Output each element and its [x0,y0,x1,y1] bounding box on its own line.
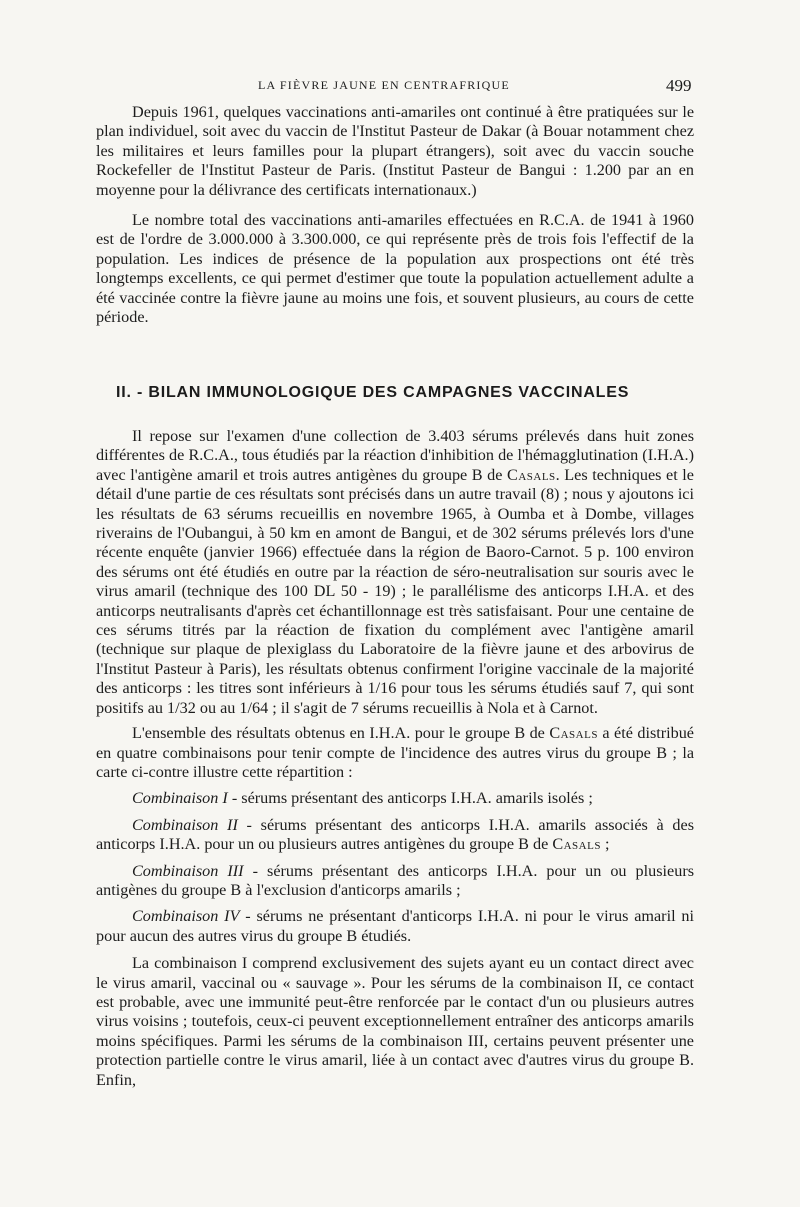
combination-3 [96,862,694,901]
page-number: 499 [666,76,692,95]
casals-name: Casals [507,465,556,484]
section-paragraph-1 [96,427,694,718]
paragraph-text: a été distribué en quatre combinaisons pour tenir compte de l'incidence des autres virus du groupe B ; la carte ci-contre illustre cette répartition : [96,724,694,781]
combination-label: Combinaison II [132,815,238,834]
combination-label: Combinaison III [132,861,244,880]
combination-2 [96,816,694,855]
combination-1 [96,789,694,808]
running-head: LA FIÈVRE JAUNE EN CENTRAFRIQUE [258,78,510,92]
combination-text: - sérums présentant des anticorps I.H.A. pour un ou plusieurs antigènes du groupe B à l'exclusion d'anticorps amarils ; [96,861,695,899]
casals-name: Casals [552,835,601,854]
intro-paragraph-1: Depuis 1961, quelques vaccinations anti-amariles ont continué à être pratiquées sur le plan individuel, soit avec du vaccin de l'Institut Pasteur de Dakar (à Bouar notamment chez les militaires et leurs familles pour la plupart étrangers), soit avec du vaccin souche Rockefeller de l'Institut Pasteur de Paris. (Institut Pasteur de Bangui : 1.200 par an en moyenne pour la délivrance des certificats internationaux.) [96,103,694,199]
intro-block [96,103,694,327]
section-paragraph-final: La combinaison I comprend exclusivement des sujets ayant eu un contact direct avec le virus amaril, vaccinal ou « sauvage ». Pour les sérums de la combinaison II, ce contact est probable, avec une immunité peut-être renforcée par le contact d'un ou plusieurs autres virus voisins ; toutefois, ceux-ci peuvent exceptionnellement entraîner des anticorps amarils moins spécifiques. Parmi les sérums de la combinaison III, certains peuvent présenter une protection partielle contre le virus amaril, liée à un contact avec d'autres virus du groupe B. Enfin, [96,954,694,1089]
section-body [96,427,694,1090]
combination-text: - sérums présentant des anticorps I.H.A. amarils isolés ; [227,789,593,808]
casals-name: Casals [549,724,598,743]
combination-label: Combinaison IV [132,907,240,926]
section-title: II. - BILAN IMMUNOLOGIQUE DES CAMPAGNES VACCINALES [116,384,630,401]
combination-label: Combinaison I [132,789,228,808]
combination-text: - sérums ne présentant d'anticorps I.H.A. ni pour le virus amaril ni pour aucun des autres virus du groupe B étudiés. [96,907,694,945]
paragraph-text: . Les techniques et le détail d'une partie de ces résultats sont précisés dans un autre travail (8) ; nous y ajoutons ici les résultats de 63 sérums recueillis en novembre 1965, à Oumba et à Dombe, villages riverains de l'Oubangui, à 50 km en amont de Bangui, et de 302 sérums prélevés lors d'une récente enquête (janvier 1966) effectuée dans la région de Baoro-Carnot. 5 p. 100 environ des sérums ont été étudiés en outre par la réaction de séro-neutralisation sur souris avec le virus amaril (technique des 100 DL 50 - 19) ; le parallélisme des anticorps I.H.A. et des anticorps neutralisants d'après cet échantillonnage est très satisfaisant. Pour une centaine de ces sérums titrés par la réaction de fixation du complément avec l'antigène amaril (technique sur plaque de plexiglass du Laboratoire de la fièvre jaune et des arbovirus de l'Institut Pasteur à Paris), les résultats obtenus confirment l'origine vaccinale de la majorité des anticorps : les titres sont inférieurs à 1/16 pour tous les sérums étudiés sauf 7, qui sont positifs au 1/32 ou au 1/64 ; il s'agit de 7 sérums recueillis à Nola et à Carnot. [96,465,694,717]
intro-paragraph-2: Le nombre total des vaccinations anti-amariles effectuées en R.C.A. de 1941 à 1960 est de l'ordre de 3.000.000 à 3.300.000, ce qui représente près de trois fois l'effectif de la population. Les indices de présence de la population aux prospections ont été très longtemps excellents, ce qui permet d'estimer que toute la population actuellement adulte a été vaccinée contre la fièvre jaune au moins une fois, et souvent plusieurs, au cours de cette période. [96,211,694,327]
combination-text: - sérums présentant des anticorps I.H.A. amarils associés à des anticorps I.H.A. pour un ou plusieurs autres antigènes du groupe B de [96,815,694,854]
paragraph-text: L'ensemble des résultats obtenus en I.H.A. pour le groupe B de [132,724,550,743]
paragraph-text: Il repose sur l'examen d'une collection de 3.403 sérums prélevés dans huit zones différentes de R.C.A., tous étudiés par la réaction d'inhibition de l'hémagglutination (I.H.A.) avec l'antigène amaril et trois autres antigènes du groupe B de [96,427,694,484]
combination-4 [96,907,694,946]
combination-text: ; [600,835,610,854]
section-paragraph-2 [96,724,694,782]
